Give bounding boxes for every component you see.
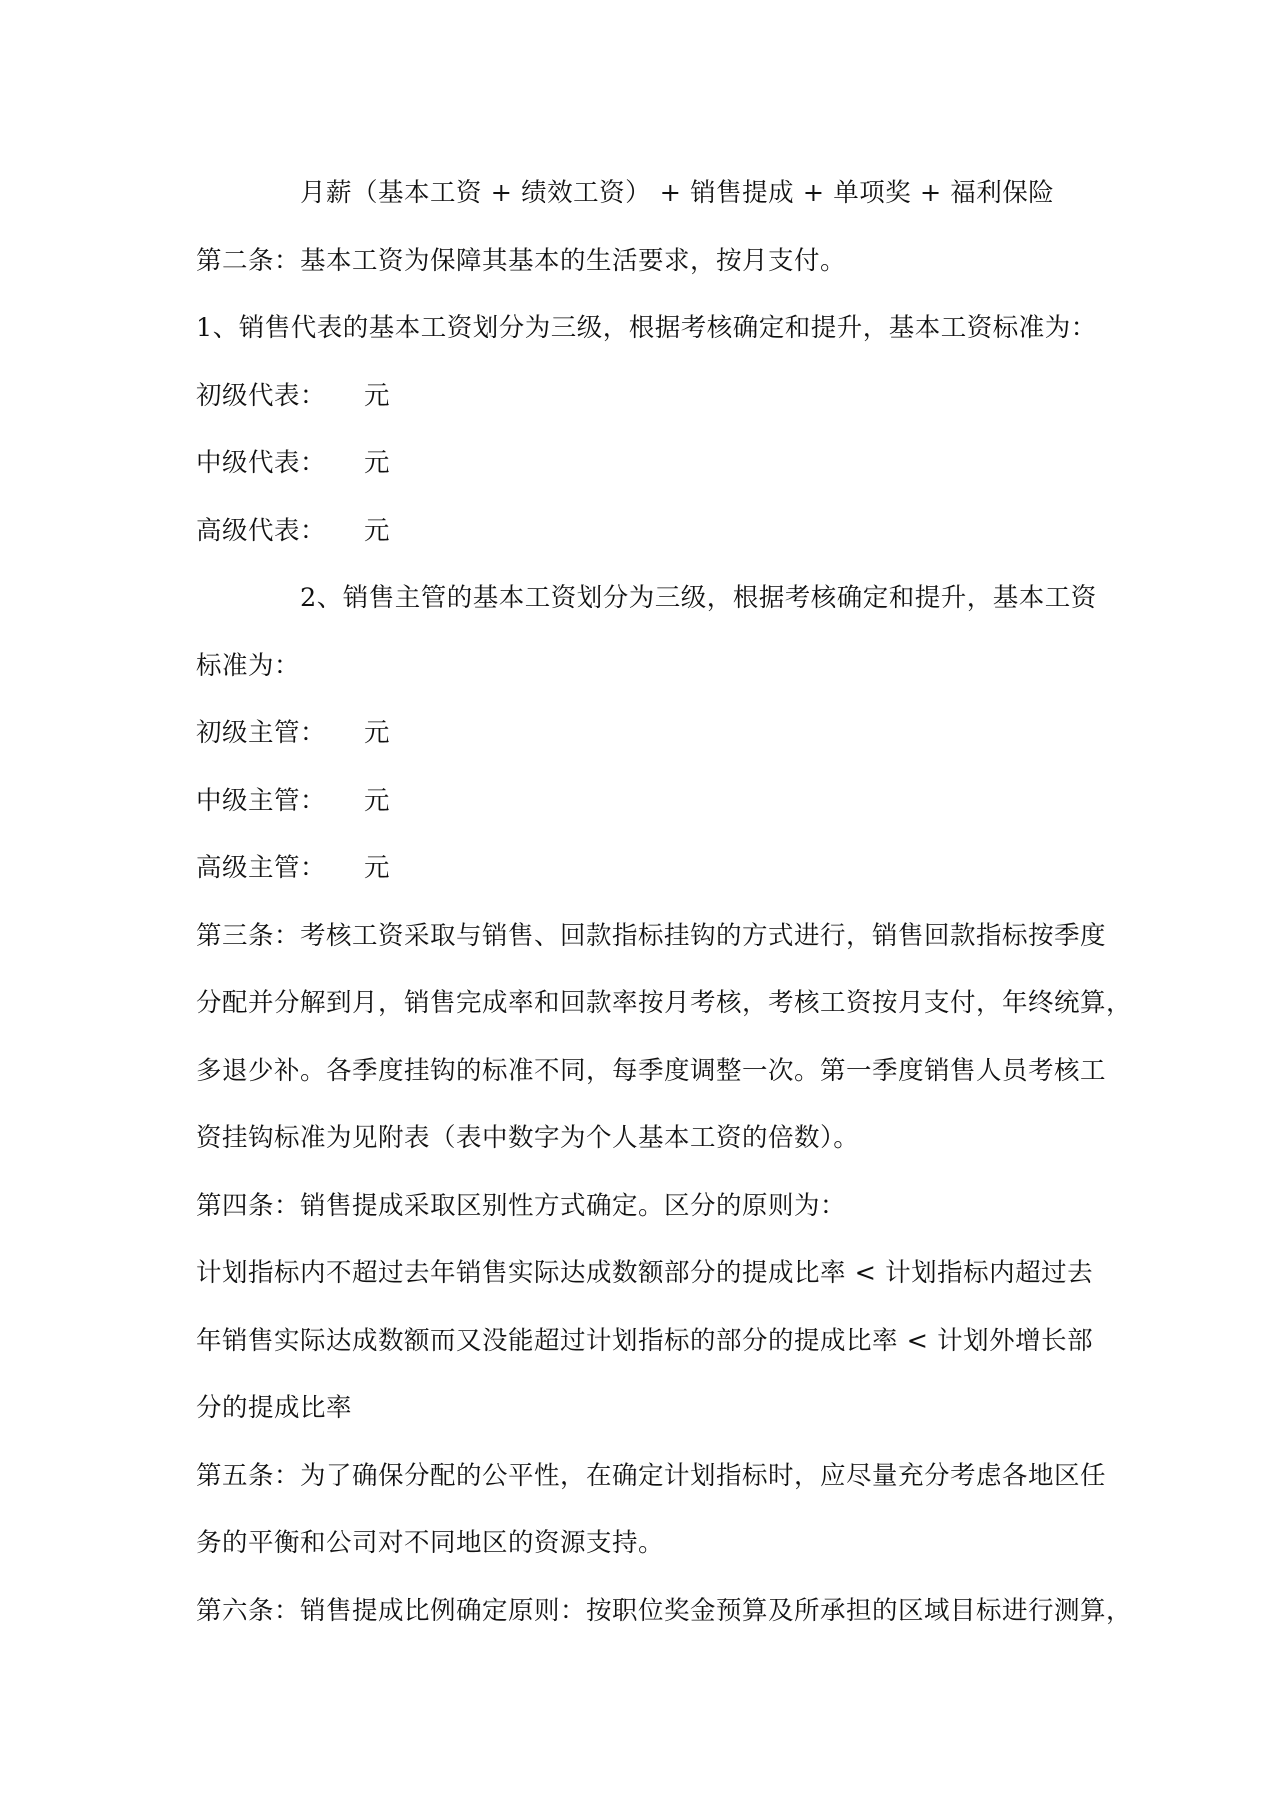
mgr-level-label: 高级主管： xyxy=(196,853,327,883)
rep-salary-intro: 1、销售代表的基本工资划分为三级，根据考核确定和提升，基本工资标准为： xyxy=(196,313,1097,343)
article-4: 第四条：销售提成采取区别性方式确定。区分的原则为： xyxy=(196,1190,847,1221)
mgr-level-row xyxy=(196,700,1096,768)
article-2: 第二条：基本工资为保障其基本的生活要求，按月支付。 xyxy=(196,245,847,276)
mgr-level-row xyxy=(196,768,1096,836)
mgr-level-unit: 元 xyxy=(364,785,391,816)
commission-rule-line: 年销售实际达成数额而又没能超过计划指标的部分的提成比率 < 计划外增长部 xyxy=(196,1325,1094,1356)
article-3-line: 第三条：考核工资采取与销售、回款指标挂钩的方式进行，销售回款指标按季度 xyxy=(196,920,1107,951)
mgr-level-label: 初级主管： xyxy=(196,718,327,748)
article-6: 第六条：销售提成比例确定原则：按职位奖金预算及所承担的区域目标进行测算， xyxy=(196,1595,1133,1626)
rep-level-unit: 元 xyxy=(364,448,391,478)
mgr-level-row xyxy=(196,835,1096,903)
rep-level-row xyxy=(196,498,1096,566)
rep-level-label: 高级代表： xyxy=(196,515,327,546)
article-5-line: 务的平衡和公司对不同地区的资源支持。 xyxy=(196,1528,665,1558)
commission-rule-line: 计划指标内不超过去年销售实际达成数额部分的提成比率 < 计划指标内超过去 xyxy=(196,1258,1094,1288)
document-body xyxy=(196,160,1133,1645)
article-5-line: 第五条：为了确保分配的公平性，在确定计划指标时，应尽量充分考虑各地区任 xyxy=(196,1460,1107,1491)
article-3-line: 资挂钩标准为见附表（表中数字为个人基本工资的倍数）。 xyxy=(196,1123,860,1153)
rep-level-unit: 元 xyxy=(364,515,391,546)
commission-rule-line: 分的提成比率 xyxy=(196,1393,353,1423)
article-3-line: 多退少补。各季度挂钩的标准不同，每季度调整一次。第一季度销售人员考核工 xyxy=(196,1055,1107,1086)
rep-level-label: 初级代表： xyxy=(196,380,327,411)
rep-level-row xyxy=(196,363,1096,431)
mgr-level-label: 中级主管： xyxy=(196,785,327,816)
mgr-salary-intro-line1: 2、销售主管的基本工资划分为三级，根据考核确定和提升，基本工资 xyxy=(300,583,1097,613)
rep-level-row xyxy=(196,430,1096,498)
rep-level-label: 中级代表： xyxy=(196,448,327,478)
mgr-level-unit: 元 xyxy=(364,853,391,883)
mgr-salary-intro-line2: 标准为： xyxy=(196,650,301,681)
article-3-line: 分配并分解到月，销售完成率和回款率按月考核，考核工资按月支付，年终统算， xyxy=(196,988,1133,1018)
rep-level-unit: 元 xyxy=(364,380,391,411)
salary-formula: 月薪（基本工资 + 绩效工资） + 销售提成 + 单项奖 + 福利保险 xyxy=(300,178,1055,208)
mgr-level-unit: 元 xyxy=(364,718,391,748)
